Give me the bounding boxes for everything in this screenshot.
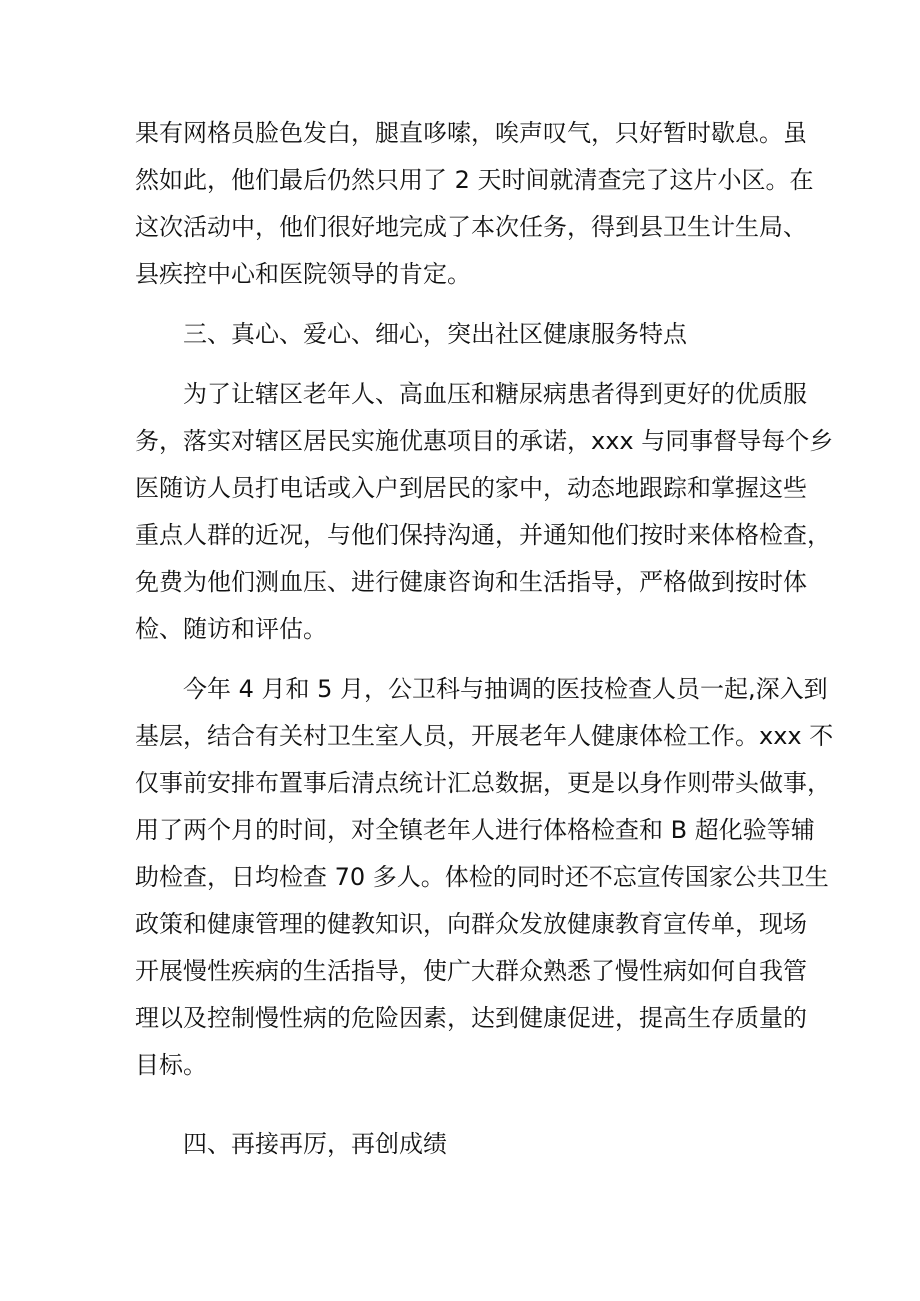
text-line: 目标。: [135, 1051, 207, 1079]
section-heading-4: [135, 1121, 795, 1168]
text-line: 助检查，日均检查 70 多人。体检的同时还不忘宣传国家公共卫生: [135, 863, 829, 891]
text-line: 县疾控中心和医院领导的肯定。: [135, 260, 471, 288]
text-line: 果有网格员脸色发白，腿直哆嗦，唉声叹气，只好暂时歇息。虽: [135, 119, 807, 147]
text-line: 重点人群的近况，与他们保持沟通，并通知他们按时来体格检查，: [135, 521, 831, 549]
text-line: 今年 4 月和 5 月，公卫科与抽调的医技检查人员一起,深入到: [183, 675, 828, 703]
text-line: 用了两个月的时间，对全镇老年人进行体格检查和 B 超化验等辅: [135, 816, 815, 844]
heading-text: 三、真心、爱心、细心，突出社区健康服务特点: [183, 320, 687, 348]
paragraph-health-service: [135, 371, 834, 653]
heading-text: 四、再接再厉，再创成绩: [183, 1130, 447, 1158]
text-line: 基层，结合有关村卫生室人员，开展老年人健康体检工作。xxx 不: [135, 722, 834, 750]
text-line: 政策和健康管理的健教知识，向群众发放健康教育宣传单，现场: [135, 910, 807, 938]
text-line: 为了让辖区老年人、高血压和糖尿病患者得到更好的优质服: [183, 380, 807, 408]
text-line: 理以及控制慢性病的危险因素，达到健康促进，提高生存质量的: [135, 1004, 807, 1032]
text-line: 仅事前安排布置事后清点统计汇总数据，更是以身作则带头做事，: [135, 769, 831, 797]
paragraph-continuation: [135, 110, 814, 298]
text-line: 医随访人员打电话或入户到居民的家中，动态地跟踪和掌握这些: [135, 474, 807, 502]
text-line: 检、随访和评估。: [135, 615, 327, 643]
section-heading-3: [135, 311, 795, 358]
text-line: 免费为他们测血压、进行健康咨询和生活指导，严格做到按时体: [135, 568, 807, 596]
text-line: 然如此，他们最后仍然只用了 2 天时间就清查完了这片小区。在: [135, 166, 814, 194]
paragraph-elderly-checkup: [135, 666, 834, 1089]
text-line: 务，落实对辖区居民实施优惠项目的承诺，xxx 与同事督导每个乡: [135, 427, 834, 455]
text-line: 开展慢性疾病的生活指导，使广大群众熟悉了慢性病如何自我管: [135, 957, 807, 985]
text-line: 这次活动中，他们很好地完成了本次任务，得到县卫生计生局、: [135, 213, 807, 241]
